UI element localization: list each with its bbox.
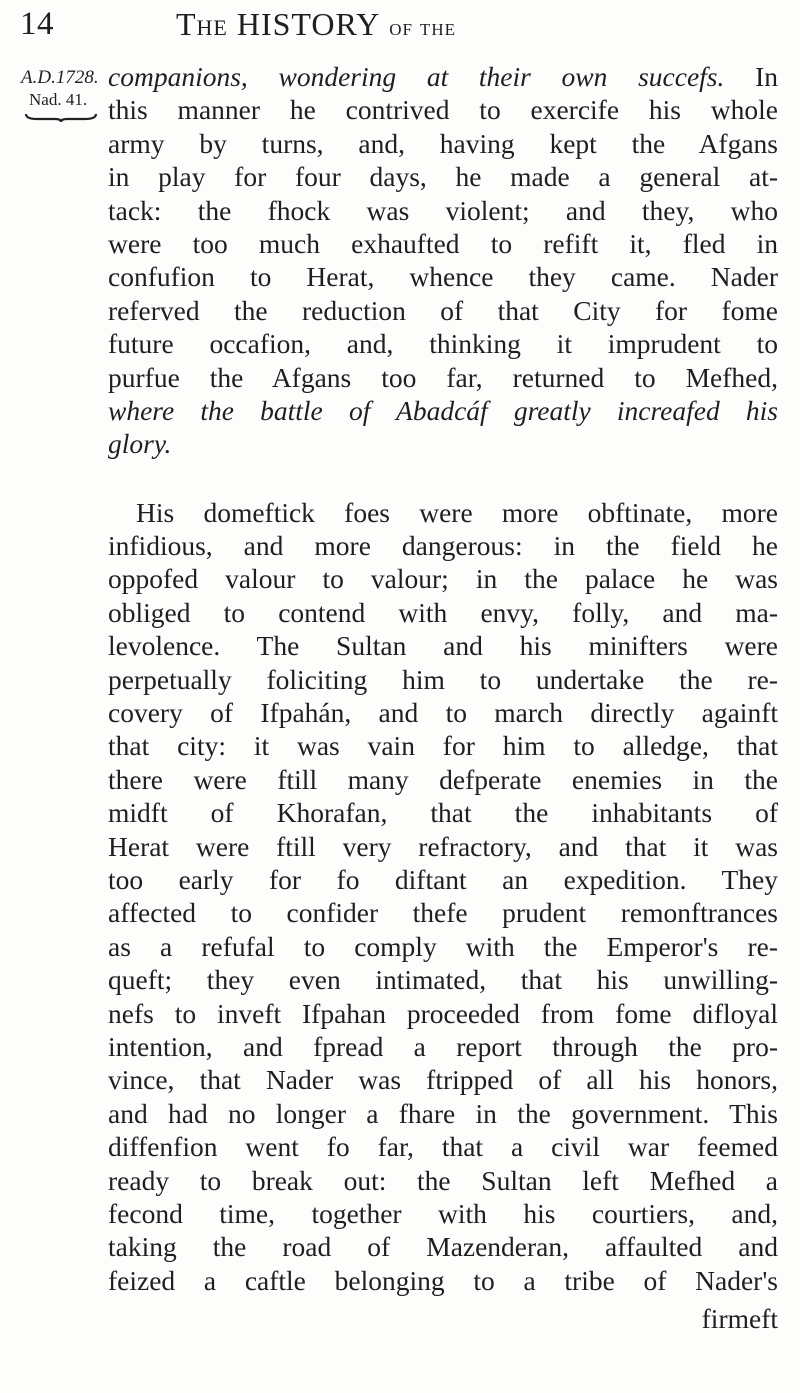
text-line [108,394,778,427]
text-line: Herat were ftill very refractory, and that it was [108,830,778,862]
text-line: in play for four days, he made a general at- [108,161,778,193]
page-number: 14 [20,6,54,42]
text-line: taking the road of Mazenderan, affaulted and [108,1231,778,1263]
text-line: perpetually foliciting him to undertake the re- [108,663,778,695]
text-line: and had no longer a fhare in the government. This [108,1097,778,1129]
text-line: were too much exhaufted to refift it, fled in [108,227,778,259]
text-line: purfue the Afgans too far, returned to Mefhed, [108,361,778,393]
text-line: ready to break out: the Sultan left Mefhed a [108,1164,778,1196]
text-line: vince, that Nader was ftripped of all his honors, [108,1064,778,1096]
running-head [176,6,456,43]
running-head-of: of the [389,15,456,41]
text-line: affected to confider thefe prudent remonftrances [108,897,778,929]
text-line: diffenfion went fo far, that a civil war feemed [108,1131,778,1163]
text-line: referved the reduction of that City for fome [108,294,778,326]
brace-icon [25,113,97,123]
text-line: His domeftick foes were more obftinate, more [136,496,778,528]
text-line: tack: the fhock was violent; and they, who [108,194,778,226]
text-line: levolence. The Sultan and his minifters were [108,630,778,662]
text-line: covery of Ifpahán, and to march directly againft [108,697,778,729]
text-line: oppofed valour to valour; in the palace he was [108,563,778,595]
text-line: future occafion, and, thinking it imprudent to [108,328,778,360]
text-line: midft of Khorafan, that the inhabitants of [108,797,778,829]
text-line: fecond time, together with his courtiers, and, [108,1197,778,1229]
text-line: this manner he contrived to exercife his whole [108,94,778,126]
text-line: feized a caftle belonging to a tribe of Nader's [108,1264,778,1296]
margin-note-date: A.D.1728. [21,67,99,88]
text-line: there were ftill many defperate enemies in the [108,763,778,795]
text-line: queft; they even intimated, that his unwilling- [108,964,778,996]
text-line: as a refufal to comply with the Emperor's re- [108,930,778,962]
paragraph-2 [108,496,778,1297]
paragraph-1 [108,60,778,461]
text-line-italic: glory. [108,428,172,460]
line-italic-part: companions, wondering at their own succefs. [108,61,725,92]
margin-note-regnal-year: Nad. 41. [29,90,88,109]
text-line: nefs to inveft Ifpahan proceeded from fome difloyal [108,997,778,1029]
running-head-title: The HISTORY [176,6,381,42]
text-line: companions, wondering at their own succefs. In [108,61,778,92]
text-line: that city: it was vain for him to alledge, that [108,730,778,762]
paragraph-gap [108,461,778,496]
text-line: infidious, and more dangerous: in the field he [108,530,778,562]
page-header [20,6,780,56]
body-text [108,60,778,1297]
text-line-italic: where the battle of Abadcáf greatly increafed his [108,394,778,426]
text-line: obliged to contend with envy, folly, and ma- [108,596,778,628]
text-line [108,427,778,460]
text-line: confufion to Herat, whence they came. Nader [108,261,778,293]
text-line: too early for fo diftant an expedition. They [108,863,778,895]
text-line: intention, and fpread a report through the pro- [108,1030,778,1062]
margin-note [21,67,103,123]
text-line: army by turns, and, having kept the Afgans [108,127,778,159]
catchword: firmeft [701,1303,778,1334]
